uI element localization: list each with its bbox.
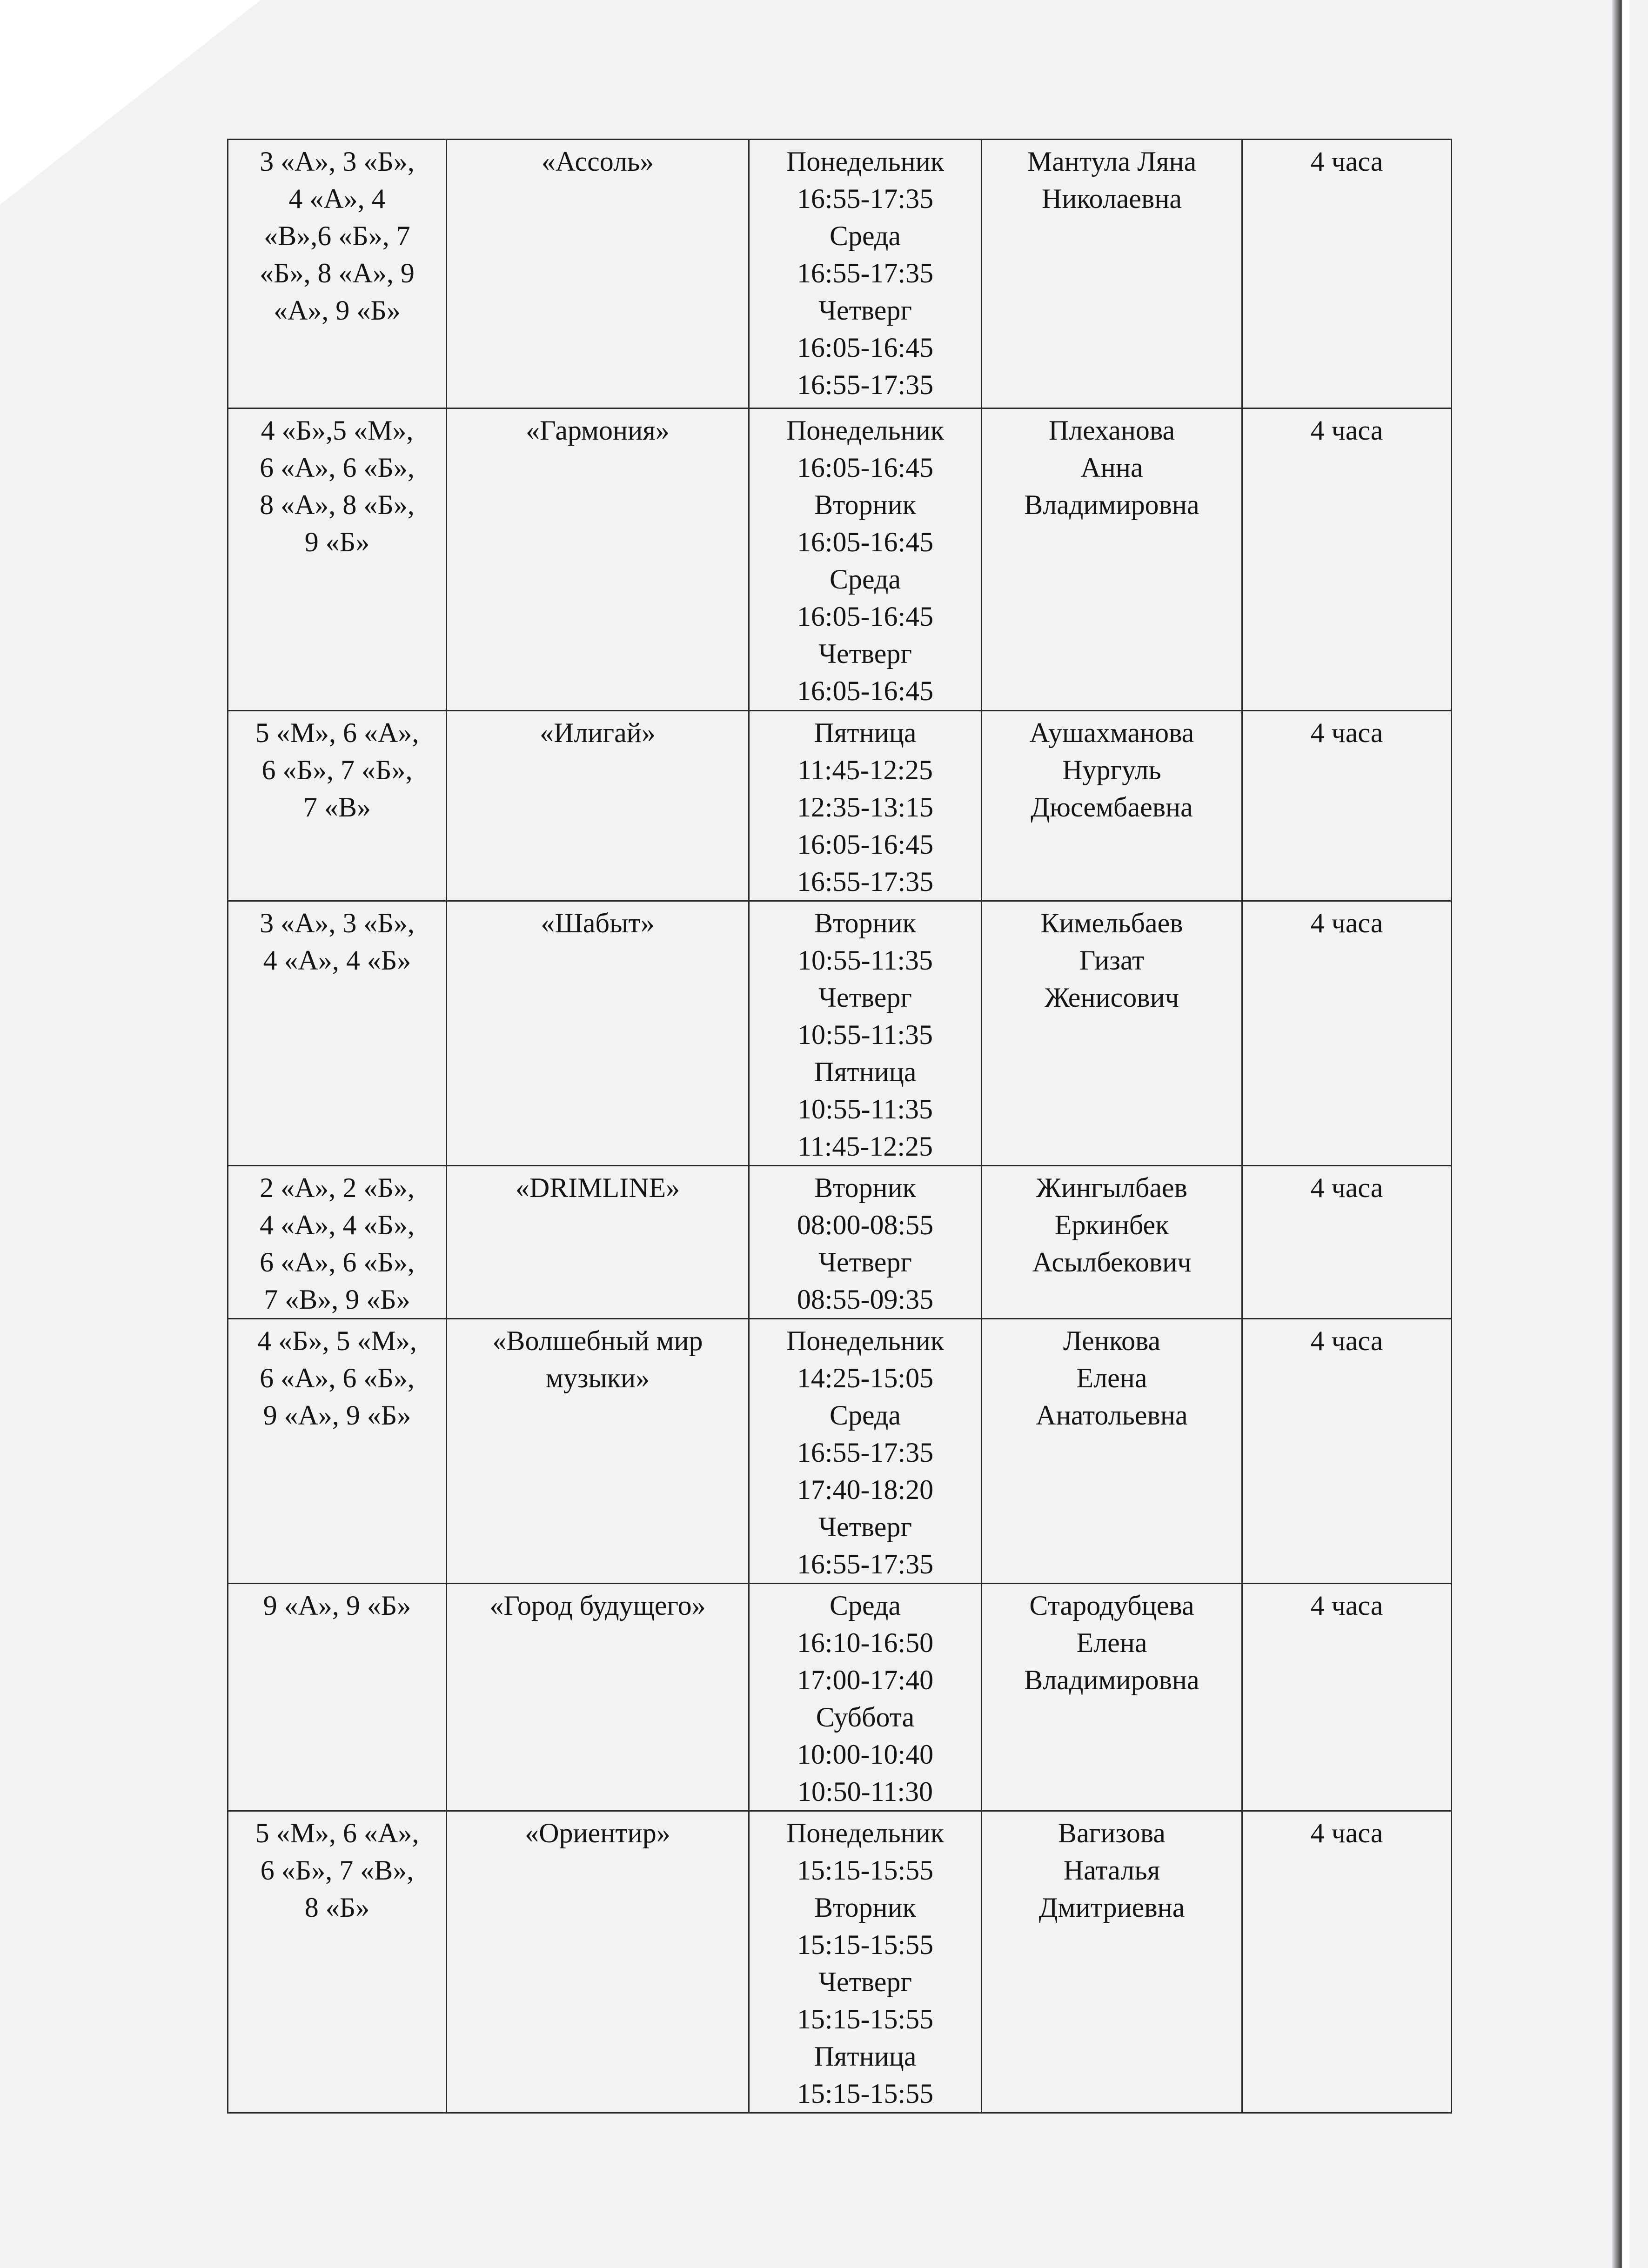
table-row: [228, 140, 1452, 408]
schedule-line: 08:55-09:35: [797, 1284, 934, 1315]
schedule-cell: [749, 711, 982, 901]
classes-cell: [228, 901, 447, 1166]
schedule-line: 16:05-16:45: [797, 829, 934, 860]
schedule-line: Пятница: [814, 1057, 917, 1087]
classes-line: 6 «А», 6 «Б»,: [260, 1247, 415, 1278]
schedule-line: 17:40-18:20: [797, 1474, 934, 1505]
classes-line: 9 «Б»: [304, 527, 370, 557]
schedule-line: 16:55-17:35: [797, 183, 934, 214]
hours-cell: [1242, 1811, 1452, 2113]
schedule-line: 16:10-16:50: [797, 1627, 934, 1658]
classes-line: 6 «А», 6 «Б»,: [260, 1363, 415, 1393]
table-row: [228, 1584, 1452, 1811]
schedule-line: 16:55-17:35: [797, 1437, 934, 1468]
teacher-cell: [982, 140, 1242, 408]
table-row: [228, 1811, 1452, 2113]
schedule-line: 10:50-11:30: [797, 1776, 933, 1807]
schedule-line: Четверг: [818, 1967, 912, 1997]
classes-line: 5 «М», 6 «А»,: [255, 717, 419, 748]
classes-line: «Б», 8 «А», 9: [260, 258, 415, 288]
club-name-line: «Илигай»: [540, 717, 656, 748]
table-row: [228, 408, 1452, 711]
schedule-line: Понедельник: [786, 146, 945, 177]
teacher-line: Мантула Ляна: [1027, 146, 1197, 177]
schedule-cell: [749, 1319, 982, 1584]
classes-cell: [228, 140, 447, 408]
hours-text: 4 часа: [1310, 908, 1383, 938]
schedule-line: 10:55-11:35: [797, 1019, 933, 1050]
club-name-line: «Гармония»: [526, 415, 670, 446]
hours-cell: [1242, 140, 1452, 408]
hours-text: 4 часа: [1310, 1325, 1383, 1356]
hours-text: 4 часа: [1310, 1172, 1383, 1203]
classes-line: 7 «В», 9 «Б»: [264, 1284, 410, 1315]
schedule-line: Вторник: [814, 1172, 916, 1203]
classes-line: 2 «А», 2 «Б»,: [260, 1172, 415, 1203]
teacher-line: Елена: [1076, 1627, 1147, 1658]
schedule-line: 10:55-11:35: [797, 945, 933, 976]
schedule-line: Четверг: [818, 982, 912, 1013]
schedule-line: 15:15-15:55: [797, 2004, 934, 2034]
schedule-line: Пятница: [814, 717, 917, 748]
schedule-line: 15:15-15:55: [797, 2078, 934, 2109]
classes-line: 4 «А», 4 «Б»,: [260, 1210, 415, 1240]
hours-cell: [1242, 711, 1452, 901]
schedule-line: 11:45-12:25: [797, 1131, 933, 1162]
classes-cell: [228, 408, 447, 711]
schedule-line: 17:00-17:40: [797, 1665, 934, 1695]
schedule-line: Четверг: [818, 295, 912, 326]
scan-edge-shadow: [1612, 0, 1629, 2268]
teacher-line: Анатольевна: [1036, 1400, 1188, 1431]
schedule-line: Среда: [829, 1400, 901, 1431]
club-name-line: «Волшебный мир: [492, 1325, 703, 1356]
teacher-cell: [982, 1319, 1242, 1584]
schedule-line: Суббота: [816, 1702, 915, 1733]
teacher-line: Нургуль: [1062, 755, 1161, 785]
schedule-line: 16:55-17:35: [797, 866, 934, 897]
schedule-line: 16:55-17:35: [797, 258, 934, 288]
teacher-line: Аушахманова: [1029, 717, 1194, 748]
classes-cell: [228, 711, 447, 901]
classes-line: 8 «Б»: [304, 1892, 370, 1923]
schedule-line: Понедельник: [786, 1325, 945, 1356]
classes-line: 3 «А», 3 «Б»,: [260, 146, 415, 177]
teacher-line: Кимельбаев: [1040, 908, 1183, 938]
teacher-line: Стародубцева: [1029, 1590, 1194, 1621]
teacher-line: Женисович: [1045, 982, 1179, 1013]
schedule-line: 16:05-16:45: [797, 601, 934, 632]
schedule-line: 16:55-17:35: [797, 1549, 934, 1579]
classes-line: 4 «А», 4 «Б»: [263, 945, 411, 976]
teacher-line: Жингылбаев: [1036, 1172, 1187, 1203]
teacher-line: Ленкова: [1063, 1325, 1161, 1356]
teacher-line: Наталья: [1063, 1855, 1160, 1886]
schedule-line: Четверг: [818, 638, 912, 669]
hours-text: 4 часа: [1310, 1590, 1383, 1621]
classes-line: 8 «А», 8 «Б»,: [260, 489, 415, 520]
teacher-line: Еркинбек: [1054, 1210, 1169, 1240]
club-schedule-table: [227, 139, 1452, 2114]
teacher-line: Елена: [1076, 1363, 1147, 1393]
table-row: [228, 1166, 1452, 1319]
schedule-line: 14:25-15:05: [797, 1363, 934, 1393]
page-corner-fold: [0, 0, 261, 205]
classes-line: 3 «А», 3 «Б»,: [260, 908, 415, 938]
classes-line: 6 «Б», 7 «В»,: [260, 1855, 414, 1886]
teacher-line: Анна: [1080, 452, 1143, 483]
schedule-line: Пятница: [814, 2041, 917, 2072]
classes-line: 6 «А», 6 «Б»,: [260, 452, 415, 483]
schedule-line: 16:05-16:45: [797, 527, 934, 557]
classes-line: 4 «Б»,5 «М»,: [261, 415, 414, 446]
schedule-line: Вторник: [814, 908, 916, 938]
schedule-line: 16:05-16:45: [797, 332, 934, 363]
schedule-line: 16:05-16:45: [797, 676, 934, 706]
hours-cell: [1242, 1584, 1452, 1811]
classes-line: 9 «А», 9 «Б»: [263, 1590, 411, 1621]
table-body: [228, 140, 1452, 2113]
teacher-line: Дюсембаевна: [1031, 792, 1193, 823]
schedule-line: Четверг: [818, 1247, 912, 1278]
club-name-cell: [447, 408, 749, 711]
club-name-line: музыки»: [545, 1363, 650, 1393]
schedule-cell: [749, 1584, 982, 1811]
teacher-line: Плеханова: [1048, 415, 1175, 446]
schedule-line: Среда: [829, 1590, 901, 1621]
classes-line: «А», 9 «Б»: [274, 295, 401, 326]
schedule-line: Вторник: [814, 489, 916, 520]
club-name-line: «Ориентир»: [525, 1818, 670, 1848]
classes-line: 5 «М», 6 «А»,: [255, 1818, 419, 1848]
schedule-cell: [749, 901, 982, 1166]
schedule-line: 11:45-12:25: [797, 755, 933, 785]
schedule-line: 16:05-16:45: [797, 452, 934, 483]
teacher-cell: [982, 711, 1242, 901]
schedule-cell: [749, 408, 982, 711]
teacher-line: Владимировна: [1024, 489, 1199, 520]
teacher-line: Дмитриевна: [1038, 1892, 1185, 1923]
hours-cell: [1242, 901, 1452, 1166]
teacher-line: Николаевна: [1041, 183, 1182, 214]
schedule-line: 15:15-15:55: [797, 1929, 934, 1960]
hours-text: 4 часа: [1310, 717, 1383, 748]
schedule-line: 10:55-11:35: [797, 1094, 933, 1124]
club-name-cell: [447, 1584, 749, 1811]
table-row: [228, 1319, 1452, 1584]
club-name-cell: [447, 1166, 749, 1319]
hours-cell: [1242, 1319, 1452, 1584]
schedule-line: 10:00-10:40: [797, 1739, 934, 1770]
hours-text: 4 часа: [1310, 1818, 1383, 1848]
teacher-line: Гизат: [1079, 945, 1145, 976]
teacher-cell: [982, 901, 1242, 1166]
classes-line: 9 «А», 9 «Б»: [263, 1400, 411, 1431]
classes-cell: [228, 1811, 447, 2113]
teacher-cell: [982, 1584, 1242, 1811]
schedule-line: Вторник: [814, 1892, 916, 1923]
teacher-line: Асылбекович: [1032, 1247, 1192, 1278]
classes-line: 4 «А», 4: [288, 183, 386, 214]
classes-cell: [228, 1166, 447, 1319]
hours-cell: [1242, 408, 1452, 711]
teacher-line: Владимировна: [1024, 1665, 1199, 1695]
club-name-cell: [447, 1319, 749, 1584]
schedule-line: 08:00-08:55: [797, 1210, 934, 1240]
club-name-line: «Шабыт»: [541, 908, 655, 938]
hours-text: 4 часа: [1310, 146, 1383, 177]
teacher-cell: [982, 1166, 1242, 1319]
classes-line: 4 «Б», 5 «М»,: [257, 1325, 417, 1356]
hours-text: 4 часа: [1310, 415, 1383, 446]
classes-line: 6 «Б», 7 «Б»,: [261, 755, 413, 785]
club-name-cell: [447, 711, 749, 901]
classes-line: 7 «В»: [303, 792, 371, 823]
classes-cell: [228, 1319, 447, 1584]
schedule-line: 15:15-15:55: [797, 1855, 934, 1886]
club-name-cell: [447, 1811, 749, 2113]
table-row: [228, 711, 1452, 901]
club-name-line: «Ассоль»: [541, 146, 654, 177]
hours-cell: [1242, 1166, 1452, 1319]
schedule-cell: [749, 1811, 982, 2113]
schedule-cell: [749, 140, 982, 408]
club-name-line: «DRIMLINE»: [515, 1172, 680, 1203]
table-row: [228, 901, 1452, 1166]
schedule-line: Понедельник: [786, 415, 945, 446]
club-name-cell: [447, 901, 749, 1166]
schedule-line: Среда: [829, 221, 901, 251]
schedule-line: Среда: [829, 564, 901, 595]
schedule-line: Четверг: [818, 1512, 912, 1542]
schedule-line: 16:55-17:35: [797, 369, 934, 400]
schedule-line: Понедельник: [786, 1818, 945, 1848]
classes-cell: [228, 1584, 447, 1811]
teacher-cell: [982, 408, 1242, 711]
teacher-line: Вагизова: [1058, 1818, 1166, 1848]
club-name-cell: [447, 140, 749, 408]
classes-line: «В»,6 «Б», 7: [264, 221, 410, 251]
teacher-cell: [982, 1811, 1242, 2113]
schedule-line: 12:35-13:15: [797, 792, 934, 823]
schedule-cell: [749, 1166, 982, 1319]
club-name-line: «Город будущего»: [489, 1590, 706, 1621]
